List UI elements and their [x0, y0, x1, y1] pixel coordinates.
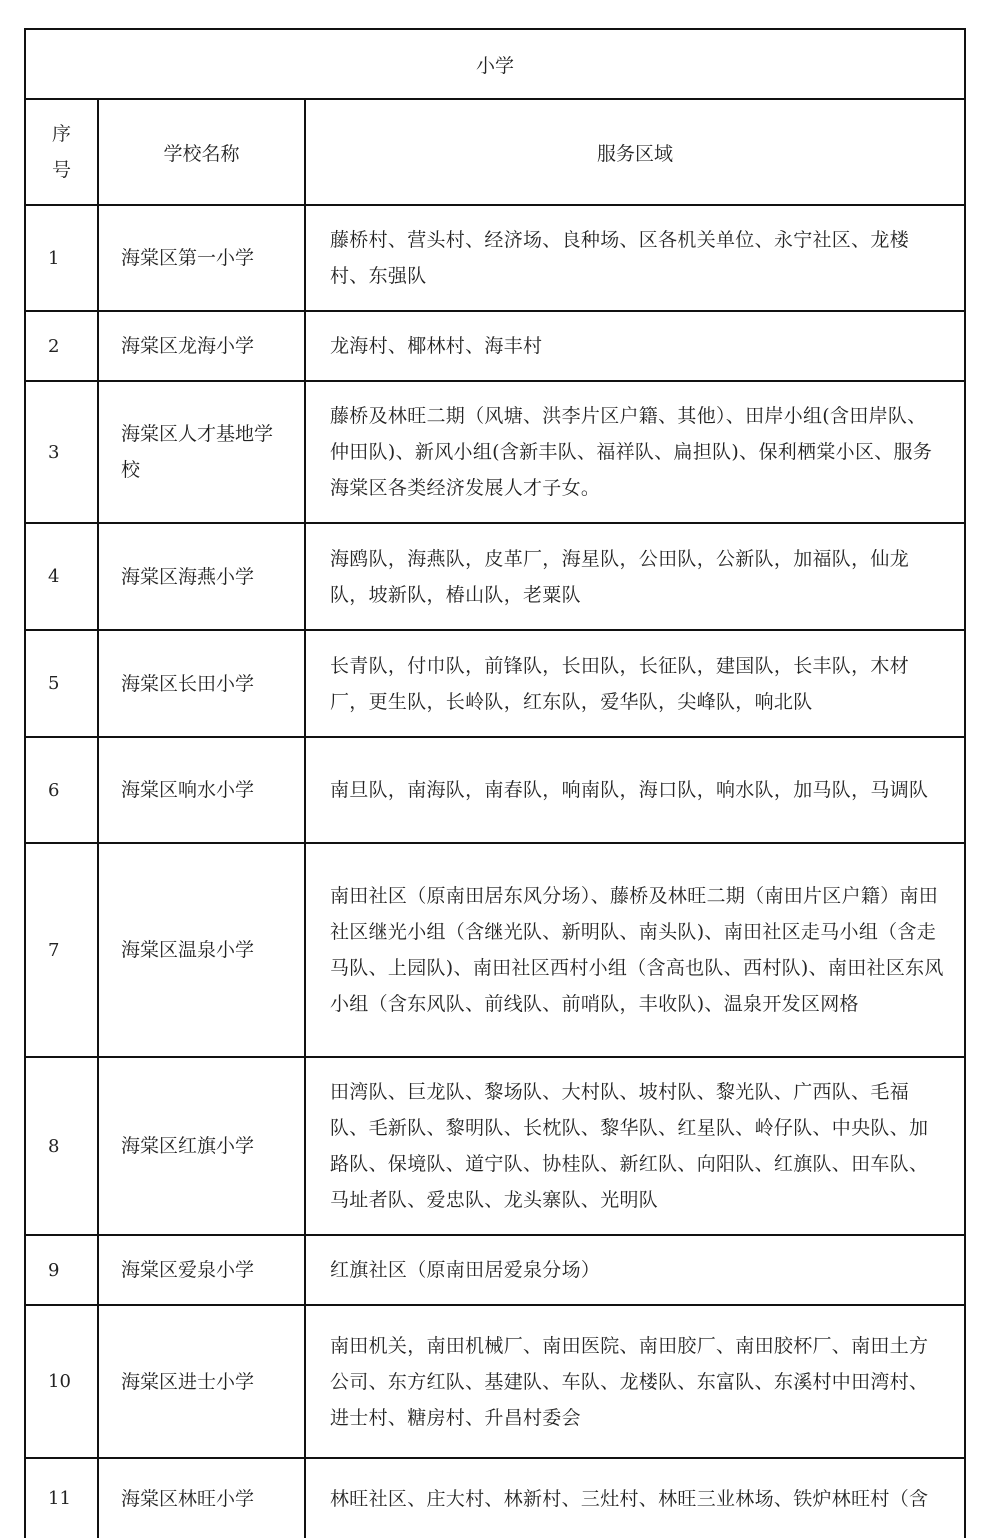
service-area: 藤桥及林旺二期（风塘、洪李片区户籍、其他）、田岸小组(含田岸队、仲田队)、新风小组(含新丰队、福祥队、扁担队)、保利栖棠小区、服务海棠区各类经济发展人才子女。 [305, 381, 965, 523]
service-area: 南田社区（原南田居东风分场）、藤桥及林旺二期（南田片区户籍）南田社区继光小组（含继光队、新明队、南头队)、南田社区走马小组（含走马队、上园队)、南田社区西村小组（含高也队、西村队)、南田社区东风小组（含东风队、前线队、前哨队，丰收队)、温泉开发区网格 [305, 843, 965, 1057]
service-area: 南田机关，南田机械厂、南田医院、南田胶厂、南田胶杯厂、南田土方公司、东方红队、基建队、车队、龙楼队、东富队、东溪村中田湾村、进士村、糖房村、升昌村委会 [305, 1305, 965, 1458]
header-row [25, 99, 965, 205]
row-number: 2 [25, 311, 98, 381]
table-row [25, 630, 965, 737]
school-name: 海棠区第一小学 [98, 205, 305, 311]
header-number-label: 序号 [51, 123, 71, 181]
row-number: 6 [25, 737, 98, 843]
service-area: 红旗社区（原南田居爱泉分场） [305, 1235, 965, 1305]
header-cell-school: 学校名称 [98, 99, 305, 205]
title-row [25, 29, 965, 99]
service-area: 藤桥村、营头村、经济场、良种场、区各机关单位、永宁社区、龙楼村、东强队 [305, 205, 965, 311]
school-name: 海棠区进士小学 [98, 1305, 305, 1458]
school-name: 海棠区海燕小学 [98, 523, 305, 630]
school-name: 海棠区龙海小学 [98, 311, 305, 381]
table-row [25, 1235, 965, 1305]
row-number: 10 [25, 1305, 98, 1458]
row-number: 7 [25, 843, 98, 1057]
service-area: 林旺社区、庄大村、林新村、三灶村、林旺三业林场、铁炉林旺村（含 [305, 1458, 965, 1538]
table-title: 小学 [25, 29, 965, 99]
school-name: 海棠区温泉小学 [98, 843, 305, 1057]
table-row [25, 311, 965, 381]
table-row [25, 737, 965, 843]
table-row [25, 205, 965, 311]
header-cell-number [25, 99, 98, 205]
row-number: 8 [25, 1057, 98, 1235]
table-row [25, 523, 965, 630]
table-row [25, 1057, 965, 1235]
row-number: 11 [25, 1458, 98, 1538]
service-area: 海鸥队，海燕队，皮革厂，海星队，公田队，公新队，加福队，仙龙队，坡新队，椿山队，老粟队 [305, 523, 965, 630]
school-name: 海棠区长田小学 [98, 630, 305, 737]
service-area: 长青队，付巾队，前锋队，长田队，长征队，建国队，长丰队，木材厂，更生队，长岭队，红东队，爱华队，尖峰队，响北队 [305, 630, 965, 737]
school-name: 海棠区林旺小学 [98, 1458, 305, 1538]
school-name: 海棠区红旗小学 [98, 1057, 305, 1235]
table-row [25, 1458, 965, 1538]
row-number: 4 [25, 523, 98, 630]
school-name: 海棠区爱泉小学 [98, 1235, 305, 1305]
school-district-table-container [24, 28, 964, 1538]
row-number: 3 [25, 381, 98, 523]
row-number: 1 [25, 205, 98, 311]
service-area: 南旦队，南海队，南春队，响南队，海口队，响水队，加马队，马调队 [305, 737, 965, 843]
school-name: 海棠区人才基地学校 [98, 381, 305, 523]
row-number: 5 [25, 630, 98, 737]
school-district-table [24, 28, 966, 1538]
school-name: 海棠区响水小学 [98, 737, 305, 843]
header-cell-area: 服务区域 [305, 99, 965, 205]
service-area: 田湾队、巨龙队、黎场队、大村队、坡村队、黎光队、广西队、毛福队、毛新队、黎明队、长枕队、黎华队、红星队、岭仔队、中央队、加路队、保境队、道宁队、协桂队、新红队、向阳队、红旗队、田车队、马址者队、爱忠队、龙头寨队、光明队 [305, 1057, 965, 1235]
table-row [25, 381, 965, 523]
table-row [25, 843, 965, 1057]
service-area: 龙海村、椰林村、海丰村 [305, 311, 965, 381]
row-number: 9 [25, 1235, 98, 1305]
table-row [25, 1305, 965, 1458]
